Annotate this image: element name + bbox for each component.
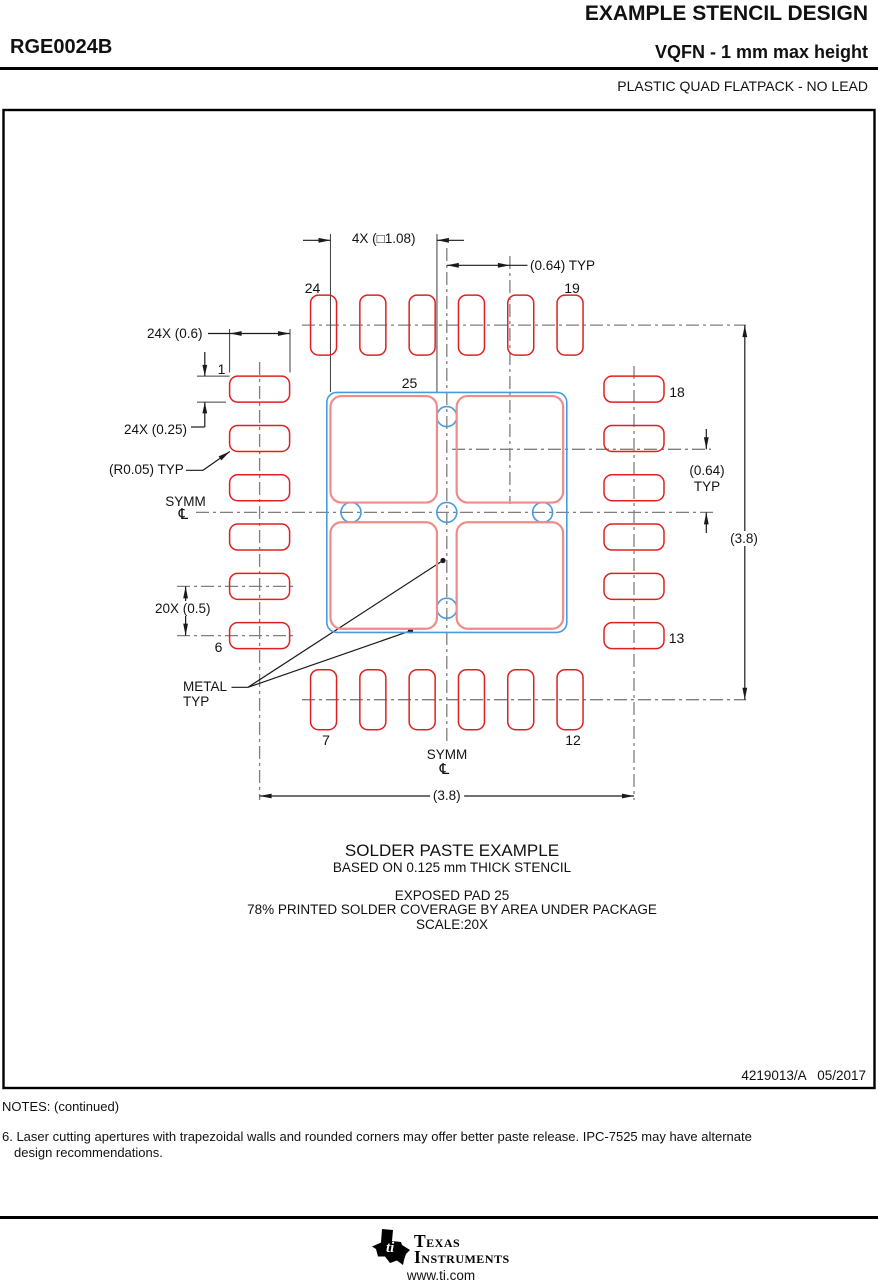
note6-line2: design recommendations. bbox=[14, 1145, 163, 1160]
symm-label-left: SYMM bbox=[165, 494, 206, 509]
caption-subtitle: BASED ON 0.125 mm THICK STENCIL bbox=[332, 860, 572, 875]
pin-label-24: 24 bbox=[304, 279, 321, 296]
dim-offset-right-value: (0.64) bbox=[689, 463, 725, 478]
metal-label-line2: TYP bbox=[183, 694, 210, 709]
pin-label-19: 19 bbox=[564, 279, 580, 296]
caption-exposed-pad: EXPOSED PAD 25 bbox=[394, 887, 510, 903]
center-aperture-top-left bbox=[330, 396, 437, 503]
footer-rule bbox=[0, 1216, 878, 1219]
pin-label-12: 12 bbox=[565, 731, 581, 748]
dim-pad-height: 24X (0.25) bbox=[124, 421, 188, 437]
dim-offset-top: (0.64) TYP bbox=[530, 257, 596, 273]
symm-label-bottom: SYMM bbox=[426, 746, 468, 762]
caption-title: SOLDER PASTE EXAMPLE bbox=[344, 841, 560, 860]
dim-span-right: (3.8) bbox=[727, 531, 761, 546]
metal-leader bbox=[248, 561, 443, 688]
note6-line1: 6. Laser cutting apertures with trapezoidal walls and rounded corners may offer better paste release. IPC-7525 may have alternate bbox=[2, 1129, 752, 1144]
brand-instruments: Instruments bbox=[414, 1247, 510, 1267]
centerline-symbol-bottom: ℄ bbox=[439, 760, 450, 778]
center-aperture-bottom-right bbox=[457, 522, 564, 629]
metal-leader-dot bbox=[440, 558, 445, 563]
dimension-arrowheads bbox=[183, 238, 747, 799]
pin-label-18: 18 bbox=[669, 383, 685, 400]
caption-coverage: 78% PRINTED SOLDER COVERAGE BY AREA UNDER PACKAGE bbox=[247, 902, 657, 917]
radius-leader bbox=[186, 452, 230, 471]
notes-heading: NOTES: (continued) bbox=[2, 1099, 120, 1114]
ti-url: www.ti.com bbox=[406, 1268, 476, 1283]
pin-label-1: 1 bbox=[217, 360, 226, 377]
ti-texas-logo-icon bbox=[372, 1228, 412, 1268]
dim-aperture-size: 4X (□1.08) bbox=[351, 231, 416, 246]
dim-span-bottom: (3.8) bbox=[430, 788, 464, 803]
pin-label-13: 13 bbox=[668, 629, 685, 646]
pin-label-7: 7 bbox=[322, 731, 330, 748]
caption-scale: SCALE:20X bbox=[415, 916, 489, 932]
package-heading: VQFN - 1 mm max height bbox=[654, 42, 868, 62]
doc-number: 4219013/A 05/2017 bbox=[741, 1068, 866, 1083]
metal-label-line1: METAL bbox=[183, 678, 228, 694]
package-description: PLASTIC QUAD FLATPACK - NO LEAD bbox=[617, 78, 868, 94]
part-number: RGE0024B bbox=[10, 36, 113, 58]
dim-offset-right-typ: TYP bbox=[693, 478, 721, 494]
drawing-frame bbox=[4, 110, 875, 1088]
dim-pitch-left: 20X (0.5) bbox=[152, 601, 214, 616]
pin-label-6: 6 bbox=[214, 638, 223, 655]
dim-corner-radius: (R0.05) TYP bbox=[109, 462, 184, 477]
dimension-lines bbox=[186, 240, 745, 796]
pin-label-25: 25 bbox=[401, 374, 418, 391]
centerline-symbol-left: ℄ bbox=[178, 505, 189, 523]
ti-letters: ti bbox=[386, 1240, 395, 1256]
brand-texas: Texas bbox=[414, 1231, 461, 1251]
dim-pad-width: 24X (0.6) bbox=[147, 325, 203, 341]
page-title: EXAMPLE STENCIL DESIGN bbox=[584, 2, 868, 25]
